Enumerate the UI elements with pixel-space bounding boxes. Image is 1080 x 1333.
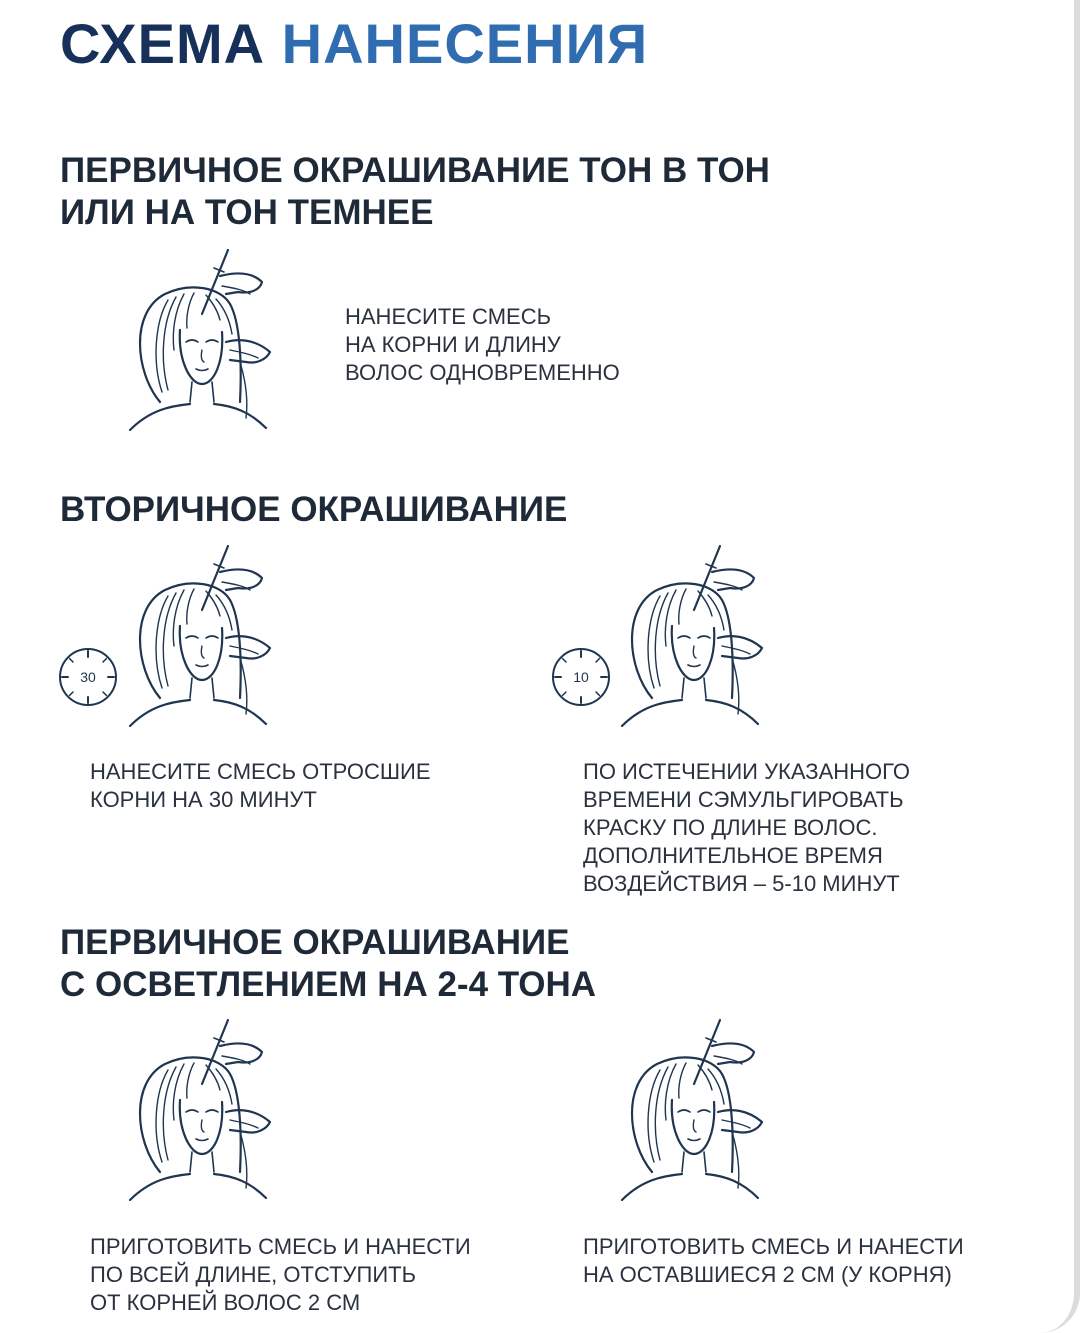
- section2-step2-text-line-3: КРАСКУ ПО ДЛИНЕ ВОЛОС.: [583, 815, 878, 840]
- section3-step2-text-line-2: НА ОСТАВШИЕСЯ 2 СМ (У КОРНЯ): [583, 1262, 952, 1287]
- section3-step2-text-line-1: ПРИГОТОВИТЬ СМЕСЬ И НАНЕСТИ: [583, 1234, 964, 1259]
- section1-step-text-line-2: НА КОРНИ И ДЛИНУ: [345, 332, 561, 357]
- section2-step2-text-line-2: ВРЕМЕНИ СЭМУЛЬГИРОВАТЬ: [583, 787, 904, 812]
- section2-heading: ВТОРИЧНОЕ ОКРАШИВАНИЕ: [60, 490, 568, 529]
- section1-heading-line-2: ИЛИ НА ТОН ТЕМНЕЕ: [60, 193, 434, 232]
- title-word-1: СХЕМА: [60, 12, 266, 75]
- hair-coloring-icon: [90, 242, 290, 442]
- section2-step2-text-line-4: ДОПОЛНИТЕЛЬНОЕ ВРЕМЯ: [583, 843, 883, 868]
- hair-coloring-icon: [90, 1012, 290, 1212]
- section3-step1-text-line-2: ПО ВСЕЙ ДЛИНЕ, ОТСТУПИТЬ: [90, 1262, 417, 1287]
- timer-30-label: 30: [80, 669, 96, 685]
- page-title: [60, 12, 648, 76]
- hair-coloring-icon: [582, 1012, 782, 1212]
- section1-step-text-line-3: ВОЛОС ОДНОВРЕМЕННО: [345, 360, 620, 385]
- title-word-2: НАНЕСЕНИЯ: [281, 12, 649, 75]
- section2-step1-text-line-2: КОРНИ НА 30 МИНУТ: [90, 787, 317, 812]
- section3-step1-text-line-3: ОТ КОРНЕЙ ВОЛОС 2 СМ: [90, 1290, 361, 1315]
- hair-coloring-icon: [582, 538, 782, 738]
- section3-heading-line-1: ПЕРВИЧНОЕ ОКРАШИВАНИЕ: [60, 923, 570, 962]
- section3-heading-line-2: С ОСВЕТЛЕНИЕМ НА 2-4 ТОНА: [60, 965, 597, 1004]
- hair-coloring-icon: [90, 538, 290, 738]
- timer-10-label: 10: [573, 669, 589, 685]
- section2-step2-text-line-1: ПО ИСТЕЧЕНИИ УКАЗАННОГО: [583, 759, 910, 784]
- section3-step1-text-line-1: ПРИГОТОВИТЬ СМЕСЬ И НАНЕСТИ: [90, 1234, 471, 1259]
- section2-step2-text-line-5: ВОЗДЕЙСТВИЯ – 5-10 МИНУТ: [583, 871, 900, 896]
- section1-step-text-line-1: НАНЕСИТЕ СМЕСЬ: [345, 304, 552, 329]
- section1-heading-line-1: ПЕРВИЧНОЕ ОКРАШИВАНИЕ ТОН В ТОН: [60, 151, 770, 190]
- section2-step1-text-line-1: НАНЕСИТЕ СМЕСЬ ОТРОСШИЕ: [90, 759, 431, 784]
